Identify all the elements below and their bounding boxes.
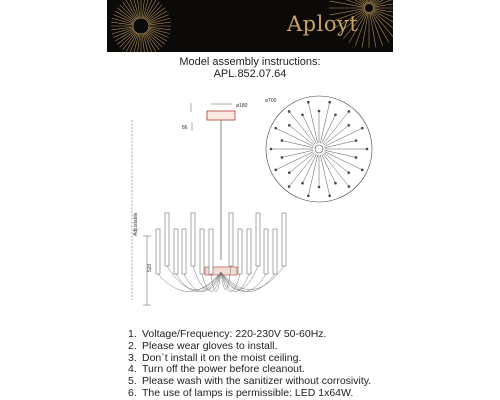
diameter-label: ø700 (265, 98, 277, 104)
instruction-item: 6. The use of lamps is permissible: LED 1x64W. (128, 386, 354, 399)
instruction-item: 1. Voltage/Frequency: 220-230V 50-60Hz. (128, 328, 327, 340)
instruction-item: 2. Please wear gloves to install. (128, 339, 278, 352)
side-view (132, 103, 286, 305)
body-height-label: 520 (147, 263, 153, 272)
instruction-item: 4. Turn off the power before cleanout. (128, 363, 305, 376)
canopy-height-label: 86 (182, 125, 188, 131)
model-number: APL.852.07.64 (213, 68, 287, 80)
instruction-item: 3. Don`t install it on the moist ceiling. (128, 351, 302, 364)
page-title: Model assembly instructions: (179, 56, 321, 68)
adjustable-label: Adjustable (133, 212, 139, 236)
canopy-plate (207, 111, 235, 120)
instruction-list (128, 329, 371, 400)
top-view (266, 96, 372, 202)
brand-logo-text: Aployt (287, 12, 359, 36)
instruction-item: 5. Please wash with the sanitizer without corrosivity. (128, 375, 372, 388)
top-view-hub (315, 145, 323, 153)
canopy-diameter-label: ø180 (236, 103, 248, 109)
